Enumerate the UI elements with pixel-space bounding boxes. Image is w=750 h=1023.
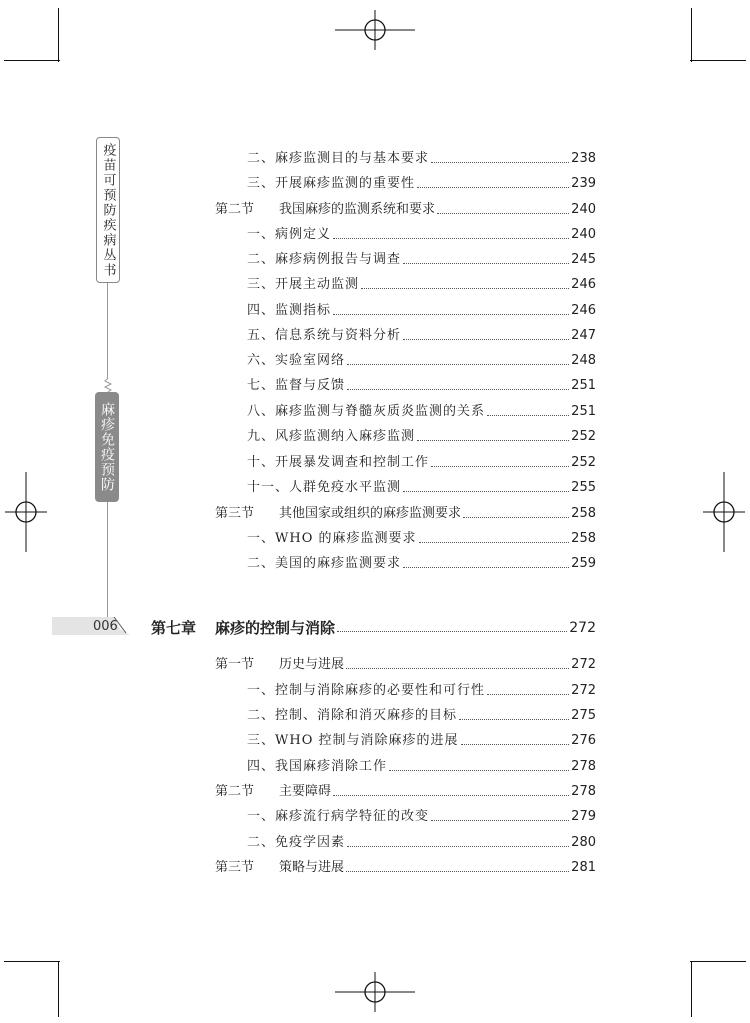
toc-entry-label: 一、控制与消除麻疹的必要性和可行性 [247, 683, 486, 698]
page-number-tab [52, 617, 130, 635]
toc-entry-page: 238 [571, 151, 596, 166]
toc-entry[interactable] [247, 274, 596, 294]
leader-dots [437, 213, 569, 214]
toc-entry[interactable] [247, 832, 596, 852]
leader-dots [337, 631, 567, 632]
toc-entry-label: 二、控制、消除和消灭麻疹的目标 [247, 708, 458, 723]
toc-section-title: 我国麻疹的监测系统和要求 [279, 202, 436, 217]
crop-mark-br-v [691, 961, 692, 1017]
toc-section-number: 第二节 [215, 202, 255, 217]
toc-entry-page: 281 [571, 860, 596, 875]
leader-dots [361, 288, 569, 289]
toc-chapter-title: 麻疹的控制与消除 [215, 619, 336, 637]
toc-section-title: 主要障碍 [279, 784, 332, 799]
toc-entry-page: 258 [571, 506, 596, 521]
toc-entry-page: 279 [571, 809, 596, 824]
toc-section-number: 第一节 [215, 657, 255, 672]
toc-entry[interactable] [247, 528, 596, 548]
toc-entry-page: 251 [571, 404, 596, 419]
toc-entry-label: 三、开展主动监测 [247, 277, 360, 292]
toc-entry[interactable] [247, 148, 596, 168]
toc-entry-label: 二、麻疹病例报告与调查 [247, 252, 402, 267]
toc-entry-label: 二、麻疹监测目的与基本要求 [247, 151, 430, 166]
registration-mark-left-icon [5, 472, 47, 552]
toc-entry-page: 280 [571, 835, 596, 850]
toc-section[interactable] [215, 781, 596, 801]
crop-mark-tr-v [691, 8, 692, 62]
toc-entry[interactable] [247, 452, 596, 472]
crop-mark-tl-v [58, 8, 59, 62]
toc-entry[interactable] [247, 300, 596, 320]
toc-entry-label: 三、开展麻疹监测的重要性 [247, 176, 416, 191]
toc-entry-page: 248 [571, 353, 596, 368]
toc-section[interactable] [215, 199, 596, 219]
toc-entry-page: 252 [571, 455, 596, 470]
toc-entry-label: 四、监测指标 [247, 303, 332, 318]
toc-entry[interactable] [247, 426, 596, 446]
leader-dots [389, 770, 569, 771]
toc-entry[interactable] [247, 806, 596, 826]
crop-mark-tl-h [4, 60, 60, 61]
registration-mark-bottom-icon [335, 972, 415, 1012]
toc-entry-page: 272 [571, 657, 596, 672]
toc-entry-page: 240 [571, 227, 596, 242]
leader-dots [347, 846, 569, 847]
registration-mark-right-icon [703, 472, 745, 552]
leader-dots [419, 542, 570, 543]
toc-entry-label: 十、开展暴发调查和控制工作 [247, 455, 430, 470]
toc-entry-page: 259 [571, 556, 596, 571]
toc-section[interactable] [215, 857, 596, 877]
registration-mark-top-icon [335, 10, 415, 50]
toc-entry-label: 二、美国的麻疹监测要求 [247, 556, 402, 571]
leader-dots [347, 364, 569, 365]
toc-entry-label: 四、我国麻疹消除工作 [247, 759, 388, 774]
toc-entry-label: 十一、人群免疫水平监测 [247, 480, 402, 495]
leader-dots [463, 517, 569, 518]
toc-entry-label: 六、实验室网络 [247, 353, 346, 368]
toc-entry[interactable] [247, 173, 596, 193]
crop-mark-br-h [690, 961, 746, 962]
leader-dots [459, 719, 569, 720]
toc-entry[interactable] [247, 249, 596, 269]
ornament-icon [103, 378, 113, 392]
toc-entry-page: 272 [571, 683, 596, 698]
toc-entry-label: 一、WHO 的麻疹监测要求 [247, 531, 417, 546]
toc-entry[interactable] [247, 756, 596, 776]
toc-entry[interactable] [247, 375, 596, 395]
book-title: 麻疹免疫预防 [99, 402, 115, 492]
toc-chapter[interactable] [151, 617, 596, 637]
toc-entry-label: 一、麻疹流行病学特征的改变 [247, 809, 430, 824]
toc-entry-page: 252 [571, 429, 596, 444]
toc-entry[interactable] [247, 477, 596, 497]
toc-entry-label: 一、病例定义 [247, 227, 332, 242]
toc-entry[interactable] [247, 705, 596, 725]
toc-entry[interactable] [247, 401, 596, 421]
sidebar-line-lower [107, 502, 108, 620]
toc-entry-page: 239 [571, 176, 596, 191]
toc-chapter-number: 第七章 [151, 619, 197, 637]
toc-entry-page: 245 [571, 252, 596, 267]
page-number: 006 [93, 619, 118, 634]
crop-mark-tr-h [690, 60, 746, 61]
toc-entry-page: 247 [571, 328, 596, 343]
toc-entry[interactable] [247, 325, 596, 345]
toc-entry-label: 二、免疫学因素 [247, 835, 346, 850]
toc-entry-page: 246 [571, 303, 596, 318]
toc-entry-label: 七、监督与反馈 [247, 378, 346, 393]
toc-entry-label: 八、麻疹监测与脊髓灰质炎监测的关系 [247, 404, 486, 419]
leader-dots [333, 314, 569, 315]
leader-dots [333, 795, 569, 796]
toc-entry-page: 255 [571, 480, 596, 495]
toc-entry-label: 五、信息系统与资料分析 [247, 328, 402, 343]
toc-entry-page: 251 [571, 378, 596, 393]
toc-entry-page: 258 [571, 531, 596, 546]
toc-section-number: 第三节 [215, 860, 255, 875]
sidebar-line-upper [107, 281, 108, 378]
series-title-box [96, 137, 120, 283]
toc-entry[interactable] [247, 680, 596, 700]
toc-section[interactable] [215, 503, 596, 523]
leader-dots [403, 263, 569, 264]
leader-dots [347, 389, 569, 390]
leader-dots [403, 491, 569, 492]
leader-dots [346, 871, 569, 872]
leader-dots [417, 187, 569, 188]
leader-dots [346, 668, 569, 669]
toc-entry-page: 278 [571, 759, 596, 774]
leader-dots [403, 567, 569, 568]
toc-section-number: 第三节 [215, 506, 255, 521]
leader-dots [461, 744, 570, 745]
toc-entry[interactable] [247, 350, 596, 370]
toc-entry[interactable] [247, 553, 596, 573]
crop-mark-bl-h [4, 961, 60, 962]
toc-entry-page: 276 [571, 733, 596, 748]
book-title-box [95, 392, 119, 502]
toc-entry-label: 三、WHO 控制与消除麻疹的进展 [247, 733, 459, 748]
leader-dots [487, 415, 569, 416]
toc-section-title: 策略与进展 [279, 860, 345, 875]
toc-entry-label: 九、风疹监测纳入麻疹监测 [247, 429, 416, 444]
leader-dots [417, 440, 569, 441]
leader-dots [333, 238, 569, 239]
toc-section-number: 第二节 [215, 784, 255, 799]
toc-entry[interactable] [247, 730, 596, 750]
toc-section[interactable] [215, 654, 596, 674]
leader-dots [403, 339, 569, 340]
toc-entry-page: 272 [569, 620, 596, 636]
leader-dots [431, 162, 569, 163]
leader-dots [431, 466, 569, 467]
crop-mark-bl-v [58, 961, 59, 1017]
toc-section-title: 其他国家或组织的麻疹监测要求 [279, 506, 462, 521]
leader-dots [431, 820, 569, 821]
toc-entry-page: 278 [571, 784, 596, 799]
leader-dots [487, 694, 569, 695]
toc-entry-page: 246 [571, 277, 596, 292]
series-title: 疫苗可预防疾病丛书 [100, 142, 116, 278]
toc-entry[interactable] [247, 224, 596, 244]
toc-entry-page: 240 [571, 202, 596, 217]
toc-section-title: 历史与进展 [279, 657, 345, 672]
toc-entry-page: 275 [571, 708, 596, 723]
